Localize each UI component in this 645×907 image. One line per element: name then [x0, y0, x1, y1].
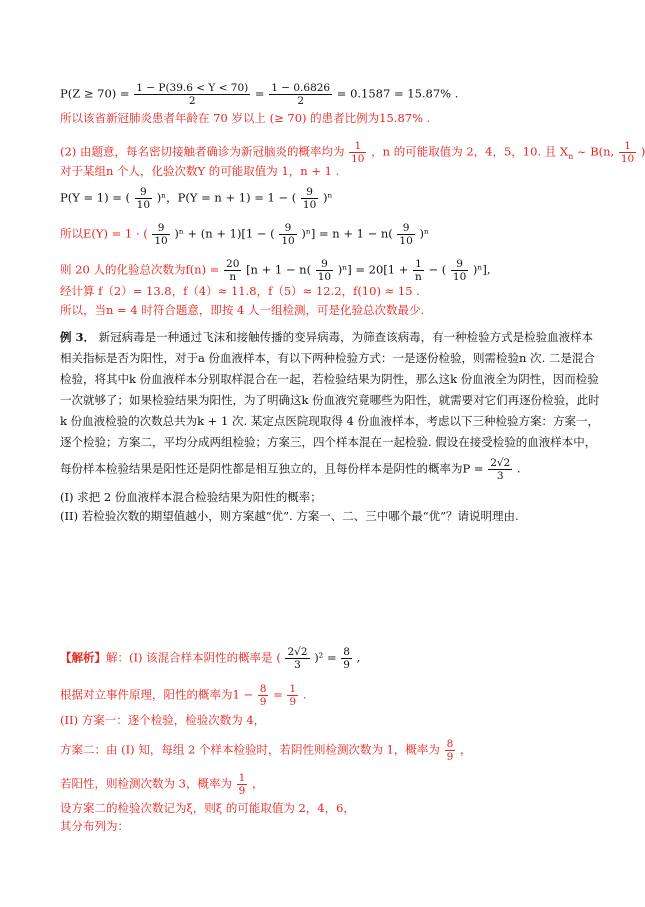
example-3-line-2: 相关指标是否为阳性，对于a 份血液样本，有以下两种检验方式：一是逐份检验，则需检验n 次. 二是混合: [60, 351, 595, 365]
numerator: 2√2: [287, 646, 308, 658]
numerator: 9: [451, 258, 468, 271]
denominator: 9: [259, 696, 267, 708]
denominator: 3: [294, 659, 301, 671]
numerator: 2√2: [490, 457, 511, 469]
text: 新冠病毒是一种通过飞沫和接触传播的变异病毒，为筛查该病毒，有一种检验方式是检验血液样本: [95, 330, 594, 344]
fraction: [135, 186, 152, 211]
denominator: 10: [136, 199, 151, 211]
text: = 0.1587 = 15.87% .: [336, 86, 459, 101]
fraction: [152, 222, 169, 247]
numerator: 8: [259, 683, 267, 695]
fraction: [224, 258, 241, 283]
fraction: [237, 772, 248, 797]
denominator: n: [229, 271, 237, 283]
numerator: 9: [301, 186, 318, 199]
text: 每份样本检验结果是阳性还是阴性都是相互独立的，且每份样本是阴性的概率为P =: [60, 461, 488, 476]
fraction: [413, 258, 424, 283]
numerator: 9: [316, 258, 333, 271]
text: .: [302, 687, 307, 702]
numerator: 9: [152, 222, 169, 235]
text: P(Y = 1) = (: [60, 190, 130, 205]
text: =: [254, 86, 269, 101]
conclusion-line-1: 所以该省新冠肺炎患者年龄在 70 岁以上 (≥ 70) 的患者比例为15.87% .: [60, 111, 431, 125]
numerator: 1: [289, 683, 297, 695]
example-label: 例 3．: [60, 330, 96, 344]
fraction: [488, 457, 512, 482]
denominator: 9: [343, 659, 350, 671]
fraction: [258, 683, 269, 708]
fraction: [301, 186, 318, 211]
denominator: 10: [302, 199, 317, 211]
text: ~ B(n,: [573, 144, 615, 159]
example-3-line-6: 逐个检验；方案二，平均分成两组检验；方案三，四个样本混在一起检验. 假设在接受检验的血液样本中，: [60, 435, 597, 449]
example-3-line-3: 检验，将其中k 份血液样本分别取样混合在一起，若检验结果为阴性，那么这k 份血液全为阴性，因而检验: [60, 372, 599, 386]
numerator: 8: [446, 738, 454, 750]
numerator: 1: [619, 140, 636, 153]
text: ，: [251, 776, 264, 791]
denominator: 2: [188, 95, 196, 107]
denominator: 9: [238, 785, 246, 797]
fraction: [619, 140, 636, 165]
final-conclusion-line: 所以，当n = 4 时符合题意，即按 4 人一组检测，可是化验总次数最少.: [60, 303, 425, 317]
denominator: n: [415, 271, 422, 283]
denominator: 9: [446, 751, 454, 763]
text: (2) 由题意，每名密切接触者确诊为新冠脑炎的概率均为: [60, 144, 345, 159]
text: )ⁿ],: [472, 262, 491, 277]
solution-line-7: 其分布列为：: [60, 819, 129, 833]
numerator: 9: [397, 222, 414, 235]
fraction: [341, 646, 352, 671]
example-3-line-5: k 份血液检验的次数总共为k + 1 次. 某定点医院现取得 4 份血液样本，考虑以下三种检验方案：方案一，: [60, 414, 599, 428]
numerator: 8: [343, 646, 350, 658]
fraction: [134, 82, 250, 107]
text: )ⁿ] = n + 1 − n(: [301, 226, 393, 241]
text: − (: [428, 262, 447, 277]
solution-part2-line: (2) 由题意，每名密切接触者确诊为新冠脑炎的概率均为 $\frac{1}{10}$ ，n 的可能取值为 2，4，5，10. 且 $X_n$ ~ B(n, $\frac{1}{10}$ ): [60, 140, 645, 165]
solution-line-3: (II) 方案一：逐个检验，检验次数为 4，: [60, 713, 266, 727]
text: 根据对立事件原理，阳性的概率为1 −: [60, 687, 257, 702]
text: ,: [356, 650, 361, 665]
denominator: 10: [452, 271, 467, 283]
text: ，n 的可能取值为 2，4，5，10. 且 X: [371, 144, 569, 159]
probability-line: [60, 186, 332, 211]
fraction: [285, 646, 309, 671]
fraction: [445, 738, 456, 763]
numerator: 1 − P(39.6 < Y < 70): [136, 82, 249, 94]
fraction: [349, 140, 366, 165]
text: 则 20 人的化验总次数为f(n) =: [60, 262, 224, 277]
analysis-tag: 【解析】: [60, 650, 106, 665]
formula-line-p-z: [60, 82, 458, 107]
fraction: [397, 222, 414, 247]
numerator: 1: [238, 772, 246, 784]
text: =: [273, 687, 287, 702]
numerator: 1: [349, 140, 366, 153]
text: P(Z ≥ 70) =: [60, 86, 134, 101]
denominator: 10: [154, 235, 168, 247]
denominator: 10: [281, 235, 295, 247]
numerator: 20: [226, 258, 240, 270]
example-3-line-7: [60, 457, 521, 482]
solution-line-1: [60, 646, 360, 671]
denominator: 3: [496, 470, 504, 482]
group-line: 对于某组n 个人，化验次数Y 的可能取值为 1，n + 1 .: [60, 164, 340, 178]
denominator: 10: [317, 271, 332, 283]
denominator: 10: [620, 153, 635, 165]
text: 若阳性，则检测次数为 3，概率为: [60, 776, 232, 791]
text: )ⁿ，P(Y = n + 1) = 1 − (: [156, 190, 297, 205]
text: .: [516, 461, 521, 476]
example-3-line-4: 一次就够了；如果检验结果为阳性，为了明确这k 份血液究竟哪些为阳性，就需要对它们再逐份检验，此时: [60, 393, 600, 407]
denominator: 10: [351, 153, 365, 165]
numerator: 9: [279, 222, 296, 235]
fraction: [269, 82, 332, 107]
total-count-line: [60, 258, 491, 283]
denominator: 2: [297, 95, 305, 107]
expectation-line: [60, 222, 429, 247]
denominator: 10: [399, 235, 413, 247]
solution-line-6: 设方案二的检验次数记为ξ，则ξ 的可能取值为 2，4，6，: [60, 801, 355, 815]
fraction: [316, 258, 333, 283]
solution-line-5: [60, 772, 263, 797]
numerator: 9: [135, 186, 152, 199]
text: )² =: [314, 650, 341, 665]
denominator: 9: [289, 696, 297, 708]
text: )ⁿ: [322, 190, 333, 205]
question-1: (I) 求把 2 份血液样本混合检验结果为阳性的概率；: [60, 490, 322, 504]
fraction: [451, 258, 468, 283]
text: 方案二：由 (I) 知，每组 2 个样本检验时，若阴性则检测次数为 1，概率为: [60, 742, 440, 757]
text: )ⁿ: [419, 226, 429, 241]
text: )ⁿ] = 20[1 +: [337, 262, 413, 277]
text: 所以E(Y) = 1 · (: [60, 226, 148, 241]
computation-line: 经计算 f（2）= 13.8，f（4）≈ 11.8，f（5）≈ 12.2，f(10) ≈ 15 .: [60, 284, 420, 298]
text: [n + 1 − n(: [246, 262, 312, 277]
text: ): [640, 144, 645, 159]
example-3-line-1: [60, 330, 593, 344]
solution-line-2: [60, 683, 306, 708]
text: )ⁿ + (n + 1)[1 − (: [174, 226, 275, 241]
fraction: [279, 222, 296, 247]
numerator: 1: [413, 258, 424, 271]
solution-line-4: [60, 738, 471, 763]
numerator: 1 − 0.6826: [271, 82, 331, 94]
text: ，: [459, 742, 472, 757]
text: 解：(I) 该混合样本阴性的概率是 (: [106, 650, 281, 665]
fraction: [287, 683, 298, 708]
question-2: (II) 若检验次数的期望值越小，则方案越“优”. 方案一、二、三中哪个最“优”？请说明理由.: [60, 509, 519, 523]
